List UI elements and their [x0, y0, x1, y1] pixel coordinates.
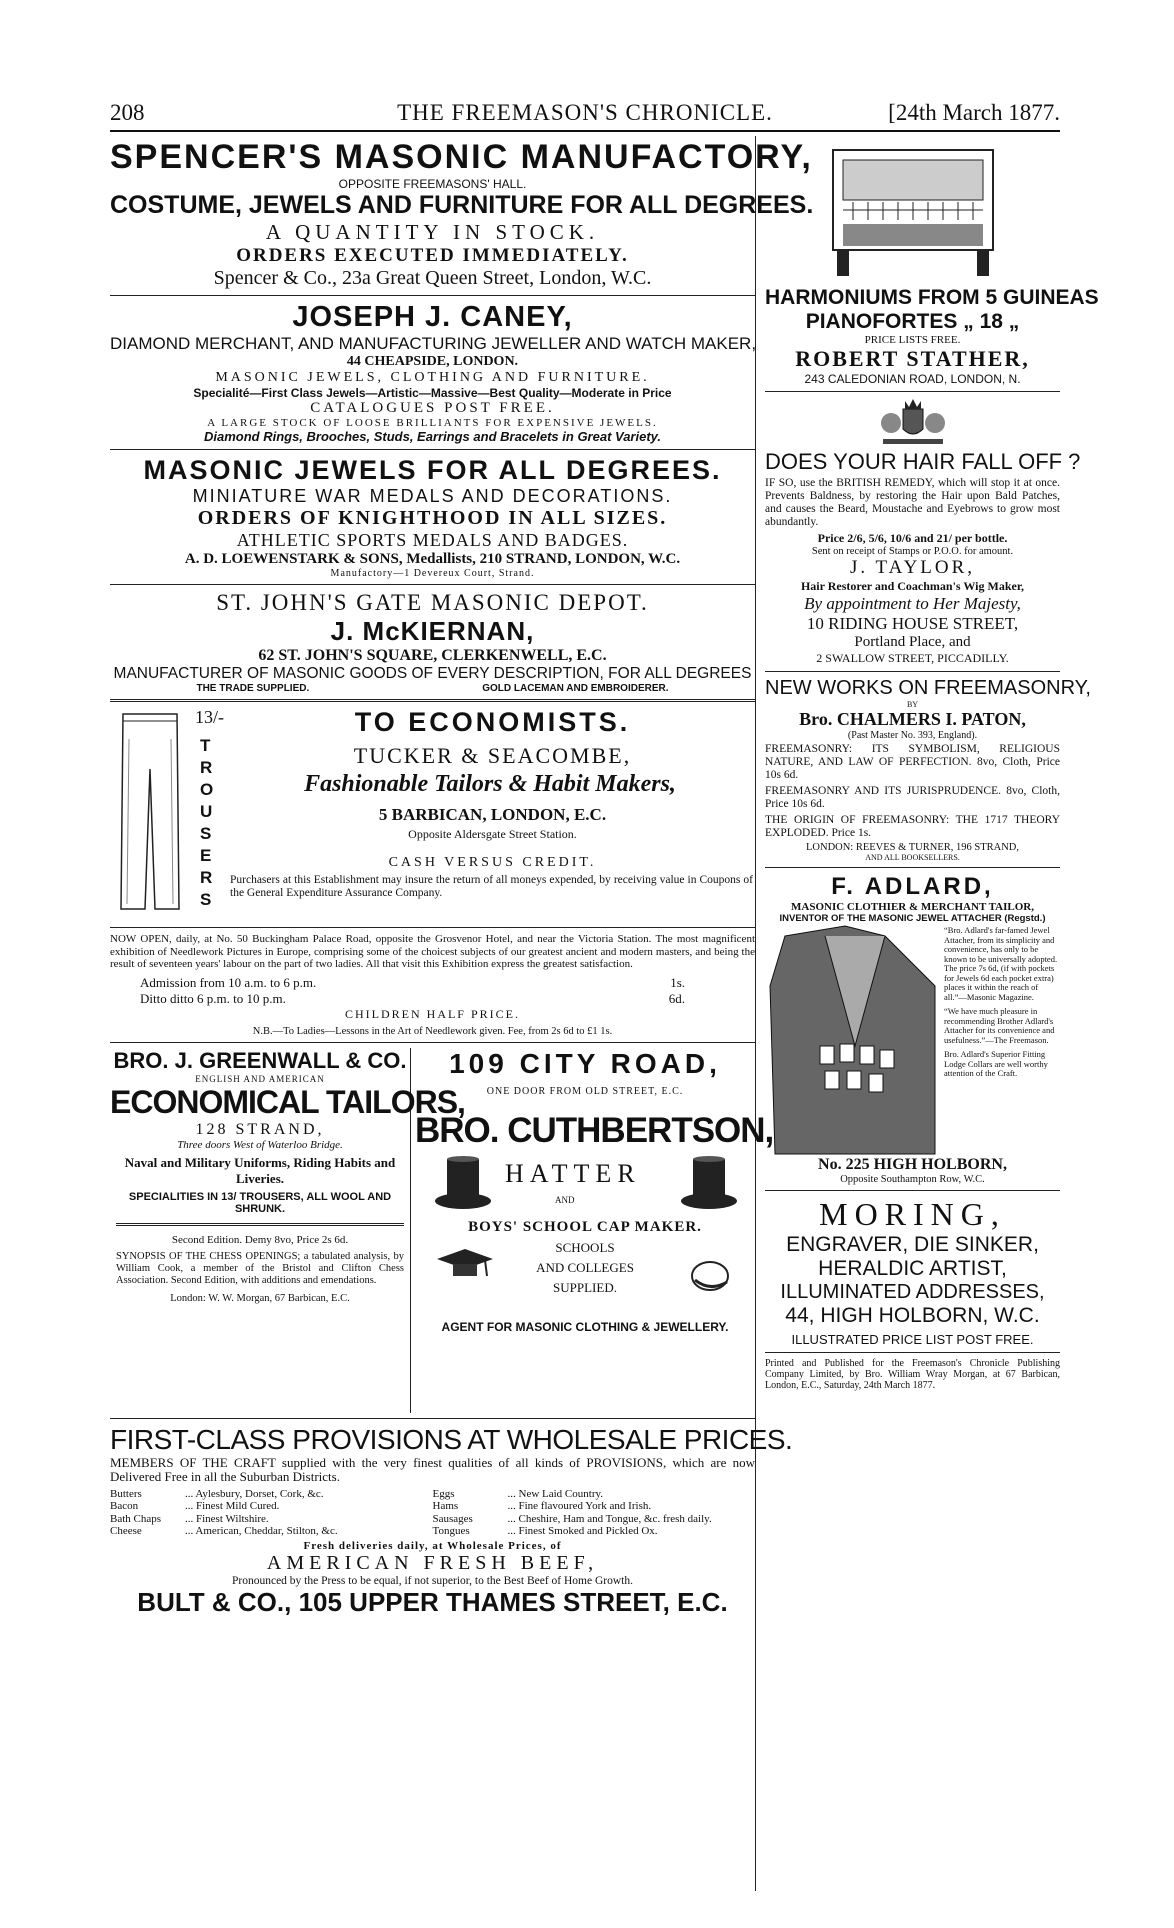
greenwall-line1: Naval and Military Uniforms, Riding Habits and Liveries.: [124, 1154, 396, 1186]
divider: [765, 1190, 1060, 1191]
trousers-letter: T: [200, 736, 211, 755]
adlard-quotes: [940, 926, 1060, 1156]
loewenstark-ad: [110, 455, 755, 579]
left-column: [110, 136, 814, 1891]
paton-by: BY: [906, 700, 919, 709]
divider: [110, 1042, 755, 1043]
split-section: [110, 1047, 774, 1413]
taylor-trade: Hair Restorer and Coachman's Wig Maker,: [800, 579, 1025, 593]
hatter-and: AND: [555, 1194, 575, 1205]
spencer-ad: [110, 136, 814, 290]
schools-block: [415, 1236, 755, 1316]
mckiernan-line1: MANUFACTURER OF MASONIC GOODS OF EVERY DESCRIPTION, FOR ALL DEGREES: [113, 665, 752, 682]
admission-row-1: [110, 971, 755, 991]
trousers-letter: E: [200, 846, 212, 865]
exhibition-ad: [110, 933, 755, 1037]
moring-line1: ENGRAVER, DIE SINKER,: [786, 1233, 1039, 1256]
divider: [110, 699, 755, 702]
mckiernan-ad: [110, 590, 755, 694]
exhibition-children: CHILDREN HALF PRICE.: [344, 1006, 520, 1021]
spencer-line3: ORDERS EXECUTED IMMEDIATELY.: [236, 245, 629, 266]
chess-body: SYNOPSIS OF THE CHESS OPENINGS; a tabulated analysis, by William Cook, a member of the Bristol and Clifton Chess Association. Second Edition, with additions and emendations.: [116, 1250, 404, 1286]
provision-item: [110, 1488, 433, 1501]
paton-publisher: LONDON: REEVES & TURNER, 196 STRAND,: [805, 842, 1020, 853]
hatter-block: [415, 1151, 755, 1219]
caney-ad: [110, 301, 755, 444]
provision-name: Cheese: [110, 1525, 142, 1537]
colleges-text: AND COLLEGES: [536, 1259, 634, 1275]
loewenstark-title: MASONIC JEWELS FOR ALL DEGREES.: [143, 455, 722, 485]
admission-row-2: [110, 991, 755, 1007]
provision-item: [110, 1525, 433, 1538]
chess-footer: London: W. W. Morgan, 67 Barbican, E.C.: [170, 1292, 350, 1304]
trousers-illustration: [115, 709, 185, 914]
mckiernan-right-note: GOLD LACEMAN AND EMBROIDERER.: [482, 683, 669, 694]
provision-item: [433, 1525, 756, 1538]
cuthbertson-agent: AGENT FOR MASONIC CLOTHING & JEWELLERY.: [441, 1319, 729, 1334]
caney-line2: MASONIC JEWELS, CLOTHING AND FURNITURE.: [215, 370, 650, 385]
provision-name: Sausages: [432, 1512, 473, 1525]
stather-ad: [765, 136, 1099, 386]
divider: [110, 584, 755, 585]
caney-line6: Diamond Rings, Brooches, Studs, Earrings and Bracelets in Great Variety.: [203, 429, 662, 444]
divider: [110, 295, 755, 296]
loewenstark-line4: A. D. LOEWENSTARK & SONS, Medallists, 210 STRAND, LONDON, W.C.: [184, 551, 681, 567]
divider: [116, 1223, 404, 1226]
cuthbertson-title: 109 CITY ROAD,: [449, 1047, 721, 1079]
top-hat-icon: [433, 1155, 493, 1215]
provision-name: Butters: [110, 1487, 142, 1500]
paton-past: (Past Master No. 393, England).: [847, 730, 978, 741]
cuthbertson-cap: BOYS' SCHOOL CAP MAKER.: [468, 1218, 702, 1235]
paton-name: Bro. CHALMERS I. PATON,: [799, 709, 1026, 729]
caney-address: 44 CHEAPSIDE, LONDON.: [346, 354, 519, 369]
provision-desc: ... New Laid Country.: [507, 1487, 604, 1500]
greenwall-sub: ENGLISH AND AMERICAN: [195, 1073, 325, 1084]
divider: [110, 927, 755, 928]
taylor-ad: [765, 397, 1081, 666]
taylor-name: J. TAYLOR,: [849, 557, 976, 578]
divider: [765, 671, 1060, 672]
greenwall-line2: SPECIALITIES IN 13/ TROUSERS, ALL WOOL AND SHRUNK.: [128, 1190, 392, 1215]
provisions-title: FIRST-CLASS PROVISIONS AT WHOLESALE PRICES.: [110, 1423, 793, 1455]
caney-name: JOSEPH J. CANEY,: [292, 301, 573, 333]
taylor-sent: Sent on receipt of Stamps or P.O.O. for amount.: [811, 546, 1014, 557]
moring-ad: [765, 1196, 1060, 1347]
trousers-letter: U: [200, 802, 213, 821]
caney-line5: A LARGE STOCK OF LOOSE BRILLIANTS FOR EXPENSIVE JEWELS.: [207, 417, 658, 429]
adlard-body: [765, 924, 1060, 1156]
right-column: [765, 136, 1099, 1891]
schools-text: SCHOOLS: [555, 1239, 615, 1255]
cuthbertson-column: [415, 1047, 774, 1413]
provisions-list: [110, 1484, 755, 1538]
trousers-letters: [200, 735, 216, 911]
taylor-address2: Portland Place, and: [854, 634, 971, 650]
jewel-attacher-illustration: [765, 926, 940, 1156]
spencer-subtitle: OPPOSITE FREEMASONS' HALL.: [338, 177, 527, 191]
provision-name: Hams: [432, 1500, 459, 1512]
provisions-beef: AMERICAN FRESH BEEF,: [266, 1551, 599, 1574]
provision-item: [433, 1513, 756, 1526]
moring-line5: ILLUSTRATED PRICE LIST POST FREE.: [791, 1332, 1034, 1347]
taylor-price: Price 2/6, 5/6, 10/6 and 21/ per bottle.: [817, 531, 1008, 545]
provision-name: Bath Chaps: [110, 1512, 162, 1525]
provisions-ad: [110, 1423, 793, 1618]
admission-2-label: Ditto ditto 6 p.m. to 10 p.m.: [140, 990, 286, 1006]
coat-with-jewels-icon: [765, 926, 940, 1156]
provision-item: [110, 1513, 433, 1526]
adlard-ad: [765, 873, 1060, 1185]
provision-name: Tongues: [432, 1525, 470, 1537]
trousers-letter: O: [200, 780, 214, 799]
greenwall-big: ECONOMICAL TAILORS,: [110, 1083, 465, 1120]
provision-desc: ... Finest Mild Cured.: [185, 1500, 280, 1512]
spencer-address: Spencer & Co., 23a Great Queen Street, London, W.C.: [213, 267, 652, 289]
provisions-pronounced: Pronounced by the Press to be equal, if not superior, to the Best Beef of Home Growth.: [231, 1574, 633, 1587]
stather-pianofortes: PIANOFORTES „ 18 „: [805, 310, 1020, 333]
cap-icon: [687, 1252, 733, 1298]
supplied-text: SUPPLIED.: [553, 1279, 617, 1295]
coat-of-arms-icon: [873, 397, 953, 447]
adlard-inventor: INVENTOR OF THE MASONIC JEWEL ATTACHER (Regstd.): [779, 913, 1046, 924]
trousers-letter: R: [200, 758, 213, 777]
mckiernan-name: J. McKIERNAN,: [330, 616, 535, 646]
tucker-opposite: Opposite Aldersgate Street Station.: [408, 827, 577, 841]
masthead-title: THE FREEMASON'S CHRONICLE.: [397, 100, 773, 125]
tucker-body: Purchasers at this Establishment may insure the return of all moneys expended, by receiving value in Coupons of the General Expenditure Assurance Company.: [230, 874, 753, 899]
exhibition-note: N.B.—To Ladies—Lessons in the Art of Needlework given. Fee, from 2s 6d to £1 1s.: [252, 1025, 613, 1037]
taylor-title: DOES YOUR HAIR FALL OFF ?: [765, 449, 1081, 474]
spencer-title: SPENCER'S MASONIC MANUFACTORY,: [110, 138, 813, 176]
provision-item: [433, 1500, 756, 1513]
admission-2-price: 6d.: [668, 990, 685, 1006]
trousers-letter: R: [200, 868, 213, 887]
page-number: 208: [110, 100, 145, 125]
provision-desc: ... Finest Smoked and Pickled Ox.: [507, 1525, 658, 1537]
moring-line3: ILLUMINATED ADDRESSES,: [780, 1281, 1045, 1303]
greenwall-column: [110, 1047, 465, 1413]
divider: [110, 1418, 755, 1419]
greenwall-address: 128 STRAND,: [195, 1120, 325, 1138]
stather-address: 243 CALEDONIAN ROAD, LONDON, N.: [804, 372, 1021, 386]
provision-name: Eggs: [432, 1487, 455, 1500]
paton-book2: FREEMASONRY AND ITS JURISPRUDENCE. 8vo, Cloth, Price 10s 6d.: [765, 785, 1060, 810]
caney-line1: DIAMOND MERCHANT, AND MANUFACTURING JEWELLER AND WATCH MAKER,: [110, 334, 757, 353]
page-header: [110, 96, 1060, 132]
harmonium-illustration: [765, 136, 1060, 286]
spencer-line1: COSTUME, JEWELS AND FURNITURE FOR ALL DEGREES.: [110, 191, 814, 219]
provision-item: [433, 1488, 756, 1501]
newspaper-page: [110, 96, 1099, 1896]
stather-harmoniums: HARMONIUMS FROM 5 GUINEAS: [765, 286, 1099, 309]
loewenstark-line2: ORDERS OF KNIGHTHOOD IN ALL SIZES.: [197, 507, 668, 529]
tucker-address: 5 BARBICAN, LONDON, E.C.: [378, 805, 607, 824]
divider: [110, 449, 755, 450]
harmonium-icon: [813, 140, 1013, 280]
trousers-letter: S: [200, 824, 212, 843]
tucker-ad: [110, 707, 755, 922]
tucker-name: TUCKER & SEACOMBE,: [353, 743, 632, 768]
divider: [765, 867, 1060, 868]
taylor-address3: 2 SWALLOW STREET, PICCADILLY.: [816, 651, 1009, 665]
provision-desc: ... Finest Wiltshire.: [185, 1512, 269, 1525]
adlard-quote3: Bro. Adlard's Superior Fitting Lodge Collars are well worthy attention of the Craft.: [944, 1049, 1048, 1078]
caney-line3: Specialité—First Class Jewels—Artistic—Massive—Best Quality—Moderate in Price: [193, 386, 672, 400]
tucker-title: TO ECONOMISTS.: [354, 707, 631, 737]
provision-item: [110, 1500, 433, 1513]
taylor-body: IF SO, use the BRITISH REMEDY, which will stop it at once. Prevents Baldness, by restoring the Hair upon Bald Patches, and causes the Beard, Moustache and Eyebrows to grow most abundantly.: [765, 477, 1060, 528]
tucker-cash: CASH VERSUS CREDIT.: [388, 855, 597, 870]
loewenstark-line1: MINIATURE WAR MEDALS AND DECORATIONS.: [192, 486, 673, 506]
exhibition-body: NOW OPEN, daily, at No. 50 Buckingham Palace Road, opposite the Grosvenor Hotel, and near the Victoria Station. The most magnificent exhibition of Needlework Pictures in Europe, comprising some of the choicest subjects of our greatest ancient and modern masters, and being the result of seventeen years' labour on the part of two ladies. All that visit this Exhibition express the greatest satisfaction.: [110, 933, 755, 970]
trousers-letter: S: [200, 890, 212, 909]
adlard-quote2: “We have much pleasure in recommending Brother Adlard's Attacher for its convenience and usefulness.”—The Freemason.: [944, 1006, 1055, 1045]
loewenstark-line5: Manufactory—1 Devereux Court, Strand.: [330, 568, 535, 579]
provision-desc: ... Fine flavoured York and Irish.: [507, 1500, 652, 1512]
caney-line4: CATALOGUES POST FREE.: [310, 400, 555, 416]
greenwall-name: BRO. J. GREENWALL & CO.: [113, 1047, 407, 1073]
cuthbertson-sub: ONE DOOR FROM OLD STREET, E.C.: [486, 1085, 684, 1097]
moring-line2: HERALDIC ARTIST,: [818, 1257, 1007, 1280]
divider: [765, 391, 1060, 392]
cuthbertson-ad: [415, 1047, 774, 1334]
chess-ad: [110, 1234, 410, 1304]
moring-name: MORING,: [819, 1196, 1006, 1232]
adlard-name: F. ADLARD,: [831, 873, 994, 900]
stather-lists: PRICE LISTS FREE.: [864, 334, 961, 346]
admission-1-price: 1s.: [670, 974, 685, 990]
paton-book3: THE ORIGIN OF FREEMASONRY: THE 1717 THEORY EXPLODED. Price 1s.: [765, 814, 1060, 839]
trousers-vertical-word: [200, 735, 216, 911]
stather-name: ROBERT STATHER,: [795, 346, 1030, 371]
provisions-intro: MEMBERS OF THE CRAFT supplied with the very finest qualities of all kinds of PROVISIONS, which are now Delivered Free in all the Suburban Districts.: [110, 1454, 755, 1484]
paton-ad: [765, 677, 1091, 862]
royal-arms: [765, 397, 1060, 449]
adlard-quote1: “Bro. Adlard's far-famed Jewel Attacher, from its simplicity and convenience, has only to be known to be universally adopted. The price 7s 6d, (if with pockets for Jewels 6d each pocket extra) places it within the reach of all.”—Masonic Magazine.: [944, 925, 1058, 1002]
divider: [765, 1352, 1060, 1353]
provision-desc: ... Cheshire, Ham and Tongue, &c. fresh daily.: [507, 1512, 712, 1525]
trousers-icon: [115, 709, 185, 914]
mckiernan-notes: [110, 683, 755, 694]
tucker-price: 13/-: [195, 707, 224, 727]
loewenstark-line3: ATHLETIC SPORTS MEDALS AND BADGES.: [236, 530, 629, 550]
provision-name: Bacon: [110, 1500, 139, 1512]
spencer-line2: A QUANTITY IN STOCK.: [265, 220, 600, 244]
paton-title: NEW WORKS ON FREEMASONRY,: [765, 677, 1091, 699]
tucker-gothic: Fashionable Tailors & Habit Makers,: [304, 771, 676, 797]
adlard-trade: MASONIC CLOTHIER & MERCHANT TAILOR,: [791, 901, 1034, 913]
imprint: Printed and Published for the Freemason's Chronicle Publishing Company Limited, by Bro. William Wray Morgan, at 67 Barbican, London, E.C., Saturday, 24th March 1877.: [765, 1358, 1060, 1391]
paton-book1: FREEMASONRY: ITS SYMBOLISM, RELIGIOUS NATURE, AND LAW OF PERFECTION. 8vo, Cloth, Price 10s 6d.: [765, 743, 1060, 781]
provisions-list-right: [433, 1488, 756, 1538]
top-hat-icon: [679, 1155, 739, 1215]
greenwall-ad: [110, 1047, 465, 1215]
adlard-opposite: Opposite Southampton Row, W.C.: [840, 1174, 985, 1185]
provision-desc: ... Aylesbury, Dorset, Cork, &c.: [185, 1487, 324, 1500]
cuthbertson-name: BRO. CUTHBERTSON,: [415, 1110, 774, 1150]
mckiernan-title: ST. JOHN'S GATE MASONIC DEPOT.: [216, 590, 649, 615]
taylor-address1: 10 RIDING HOUSE STREET,: [806, 614, 1019, 633]
adlard-address: No. 225 HIGH HOLBORN,: [818, 1156, 1007, 1173]
taylor-appointment: By appointment to Her Majesty,: [804, 594, 1021, 613]
provisions-bult: BULT & CO., 105 UPPER THAMES STREET, E.C.: [137, 1586, 728, 1617]
admission-1-label: Admission from 10 a.m. to 6 p.m.: [140, 974, 317, 990]
mckiernan-left-note: THE TRADE SUPPLIED.: [196, 683, 310, 694]
paton-booksellers: AND ALL BOOKSELLERS.: [865, 853, 960, 862]
provisions-list-left: [110, 1488, 433, 1538]
hatter-text: HATTER: [505, 1158, 641, 1188]
provisions-fresh: Fresh deliveries daily, at Wholesale Prices, of: [303, 1539, 562, 1552]
chess-edition: Second Edition. Demy 8vo, Price 2s 6d.: [171, 1233, 349, 1246]
mckiernan-address: 62 ST. JOHN'S SQUARE, CLERKENWELL, E.C.: [258, 647, 607, 664]
issue-date: [24th March 1877.: [888, 100, 1060, 125]
provision-desc: ... American, Cheddar, Stilton, &c.: [185, 1525, 338, 1537]
greenwall-location: Three doors West of Waterloo Bridge.: [177, 1138, 343, 1151]
moring-line4: 44, HIGH HOLBORN, W.C.: [785, 1304, 1040, 1327]
